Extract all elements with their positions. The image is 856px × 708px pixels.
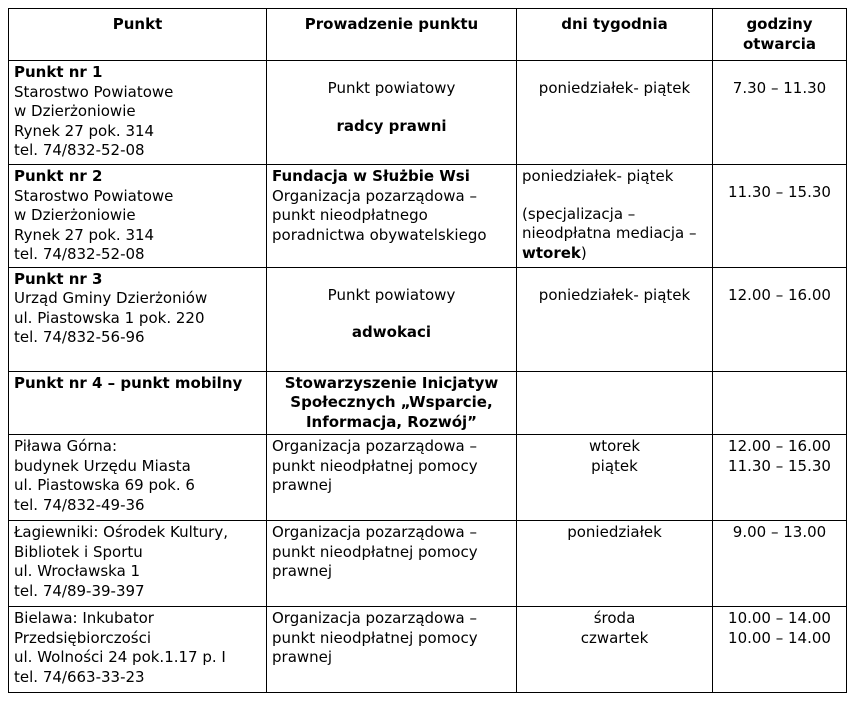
- punkt-line: Bielawa: Inkubator: [14, 609, 154, 627]
- godziny-line: 11.30 – 15.30: [728, 183, 831, 201]
- cell-godziny: [713, 61, 847, 165]
- dni-bold-day: wtorek: [522, 243, 581, 262]
- punkt-title: Punkt nr 2: [14, 167, 103, 185]
- punkt-line: ul. Piastowska 69 pok. 6: [14, 476, 195, 494]
- punkt-line: Bibliotek i Sportu: [14, 542, 143, 561]
- dni-line: wtorek: [588, 437, 641, 455]
- cell-punkt: [9, 607, 267, 693]
- prow-line: Organizacja pozarządowa –: [272, 186, 477, 205]
- cell-prowadzenie: [267, 521, 517, 607]
- prow-line: Organizacja pozarządowa –: [272, 609, 477, 627]
- prow-line: radcy prawni: [336, 116, 447, 135]
- table-row: [9, 607, 847, 693]
- punkt-line: tel. 74/832-56-96: [14, 328, 145, 346]
- punkt-line: budynek Urzędu Miasta: [14, 456, 191, 475]
- cell-punkt: [9, 521, 267, 607]
- cell-godziny: [713, 165, 847, 268]
- godziny-line: 12.00 – 16.00: [728, 285, 831, 304]
- dni-line: poniedziałek: [567, 523, 662, 541]
- dni-line: (specjalizacja –: [522, 204, 636, 223]
- table-row: [9, 371, 847, 435]
- cell-prowadzenie: [267, 267, 517, 371]
- punkt-line: Starostwo Powiatowe: [14, 82, 174, 101]
- cell-dni: [517, 521, 713, 607]
- cell-godziny: [713, 267, 847, 371]
- dni-line: poniedziałek- piątek: [538, 79, 691, 97]
- punkt-line: tel. 74/89-39-397: [14, 581, 145, 600]
- punkt-line: tel. 74/832-52-08: [14, 141, 145, 159]
- dni-line: [522, 244, 707, 264]
- prow-line: prawnej: [272, 562, 333, 580]
- prow-line: punkt nieodpłatnej pomocy: [272, 456, 478, 475]
- cell-dni: [517, 607, 713, 693]
- cell-dni: [517, 61, 713, 165]
- schedule-table: [8, 8, 847, 693]
- prow-line: Punkt powiatowy: [327, 79, 456, 97]
- prow-title: Fundacja w Służbie Wsi: [272, 167, 470, 185]
- punkt-line: Urząd Gminy Dzierżoniów: [14, 289, 208, 307]
- table-row: [9, 61, 847, 165]
- table-row: [9, 165, 847, 268]
- godziny-line: 10.00 – 14.00: [728, 628, 831, 647]
- punkt-title: Punkt nr 3: [14, 269, 103, 288]
- cell-punkt: [9, 435, 267, 521]
- prow-line: punkt nieodpłatnej pomocy: [272, 628, 478, 647]
- godziny-line: 10.00 – 14.00: [728, 609, 831, 627]
- table-row: [9, 435, 847, 521]
- cell-prowadzenie: [267, 61, 517, 165]
- cell-godziny: [713, 371, 847, 435]
- punkt-line: tel. 74/663-33-23: [14, 667, 145, 686]
- cell-punkt: [9, 61, 267, 165]
- cell-punkt: [9, 371, 267, 435]
- punkt-title: Punkt nr 1: [14, 63, 103, 81]
- punkt-line: ul. Wolności 24 pok.1.17 p. I: [14, 648, 226, 666]
- punkt-line: Piława Górna:: [14, 437, 118, 455]
- punkt-line: Łagiewniki: Ośrodek Kultury,: [14, 523, 228, 541]
- table-row: [9, 267, 847, 371]
- punkt-line: Przedsiębiorczości: [14, 628, 152, 647]
- cell-punkt: [9, 267, 267, 371]
- cell-prowadzenie: [267, 165, 517, 268]
- punkt-line: tel. 74/832-49-36: [14, 495, 145, 514]
- header-godziny: godziny otwarcia: [713, 9, 847, 61]
- prow-line: prawnej: [272, 476, 333, 494]
- dni-line: nieodpłatna mediacja –: [522, 224, 697, 242]
- cell-dni: [517, 165, 713, 268]
- dni-line: poniedziałek- piątek: [522, 167, 674, 185]
- cell-prowadzenie: [267, 435, 517, 521]
- punkt-title: Punkt nr 4 – punkt mobilny: [14, 373, 243, 392]
- header-dni: dni tygodnia: [517, 9, 713, 61]
- prow-line: punkt nieodpłatnej pomocy: [272, 542, 478, 561]
- cell-godziny: [713, 435, 847, 521]
- punkt-line: ul. Piastowska 1 pok. 220: [14, 308, 205, 327]
- punkt-line: ul. Wrocławska 1: [14, 562, 141, 580]
- prow-line: Punkt powiatowy: [327, 285, 456, 304]
- dni-line: środa: [593, 609, 636, 627]
- prow-line: poradnictwa obywatelskiego: [272, 225, 487, 244]
- header-punkt: Punkt: [9, 9, 267, 61]
- punkt-line: Starostwo Powiatowe: [14, 186, 174, 205]
- prow-line: Organizacja pozarządowa –: [272, 523, 477, 541]
- cell-prowadzenie: [267, 607, 517, 693]
- punkt-line: tel. 74/832-52-08: [14, 245, 145, 263]
- godziny-line: 9.00 – 13.00: [732, 523, 827, 541]
- punkt-line: w Dzierżoniowie: [14, 102, 136, 120]
- dni-line: czwartek: [580, 628, 649, 647]
- prow-title: Stowarzyszenie Inicjatyw Społecznych „Wsparcie, Informacja, Rozwój”: [284, 373, 499, 431]
- prow-line: adwokaci: [351, 323, 432, 341]
- header-prowadzenie: Prowadzenie punktu: [267, 9, 517, 61]
- dni-line: poniedziałek- piątek: [538, 285, 691, 304]
- punkt-line: Rynek 27 pok. 314: [14, 225, 155, 244]
- header-row: [9, 9, 847, 61]
- godziny-line: 7.30 – 11.30: [732, 79, 827, 97]
- cell-dni: [517, 435, 713, 521]
- godziny-line: 12.00 – 16.00: [728, 437, 831, 455]
- dni-paren: ): [580, 243, 587, 262]
- cell-dni: [517, 371, 713, 435]
- cell-dni: [517, 267, 713, 371]
- table-row: [9, 521, 847, 607]
- punkt-line: Rynek 27 pok. 314: [14, 121, 155, 140]
- prow-line: Organizacja pozarządowa –: [272, 437, 477, 455]
- cell-godziny: [713, 521, 847, 607]
- prow-line: punkt nieodpłatnego: [272, 206, 428, 224]
- punkt-line: w Dzierżoniowie: [14, 206, 136, 224]
- cell-prowadzenie: [267, 371, 517, 435]
- cell-godziny: [713, 607, 847, 693]
- cell-punkt: [9, 165, 267, 268]
- prow-line: prawnej: [272, 648, 333, 666]
- godziny-line: 11.30 – 15.30: [728, 456, 831, 475]
- dni-line: piątek: [591, 456, 638, 475]
